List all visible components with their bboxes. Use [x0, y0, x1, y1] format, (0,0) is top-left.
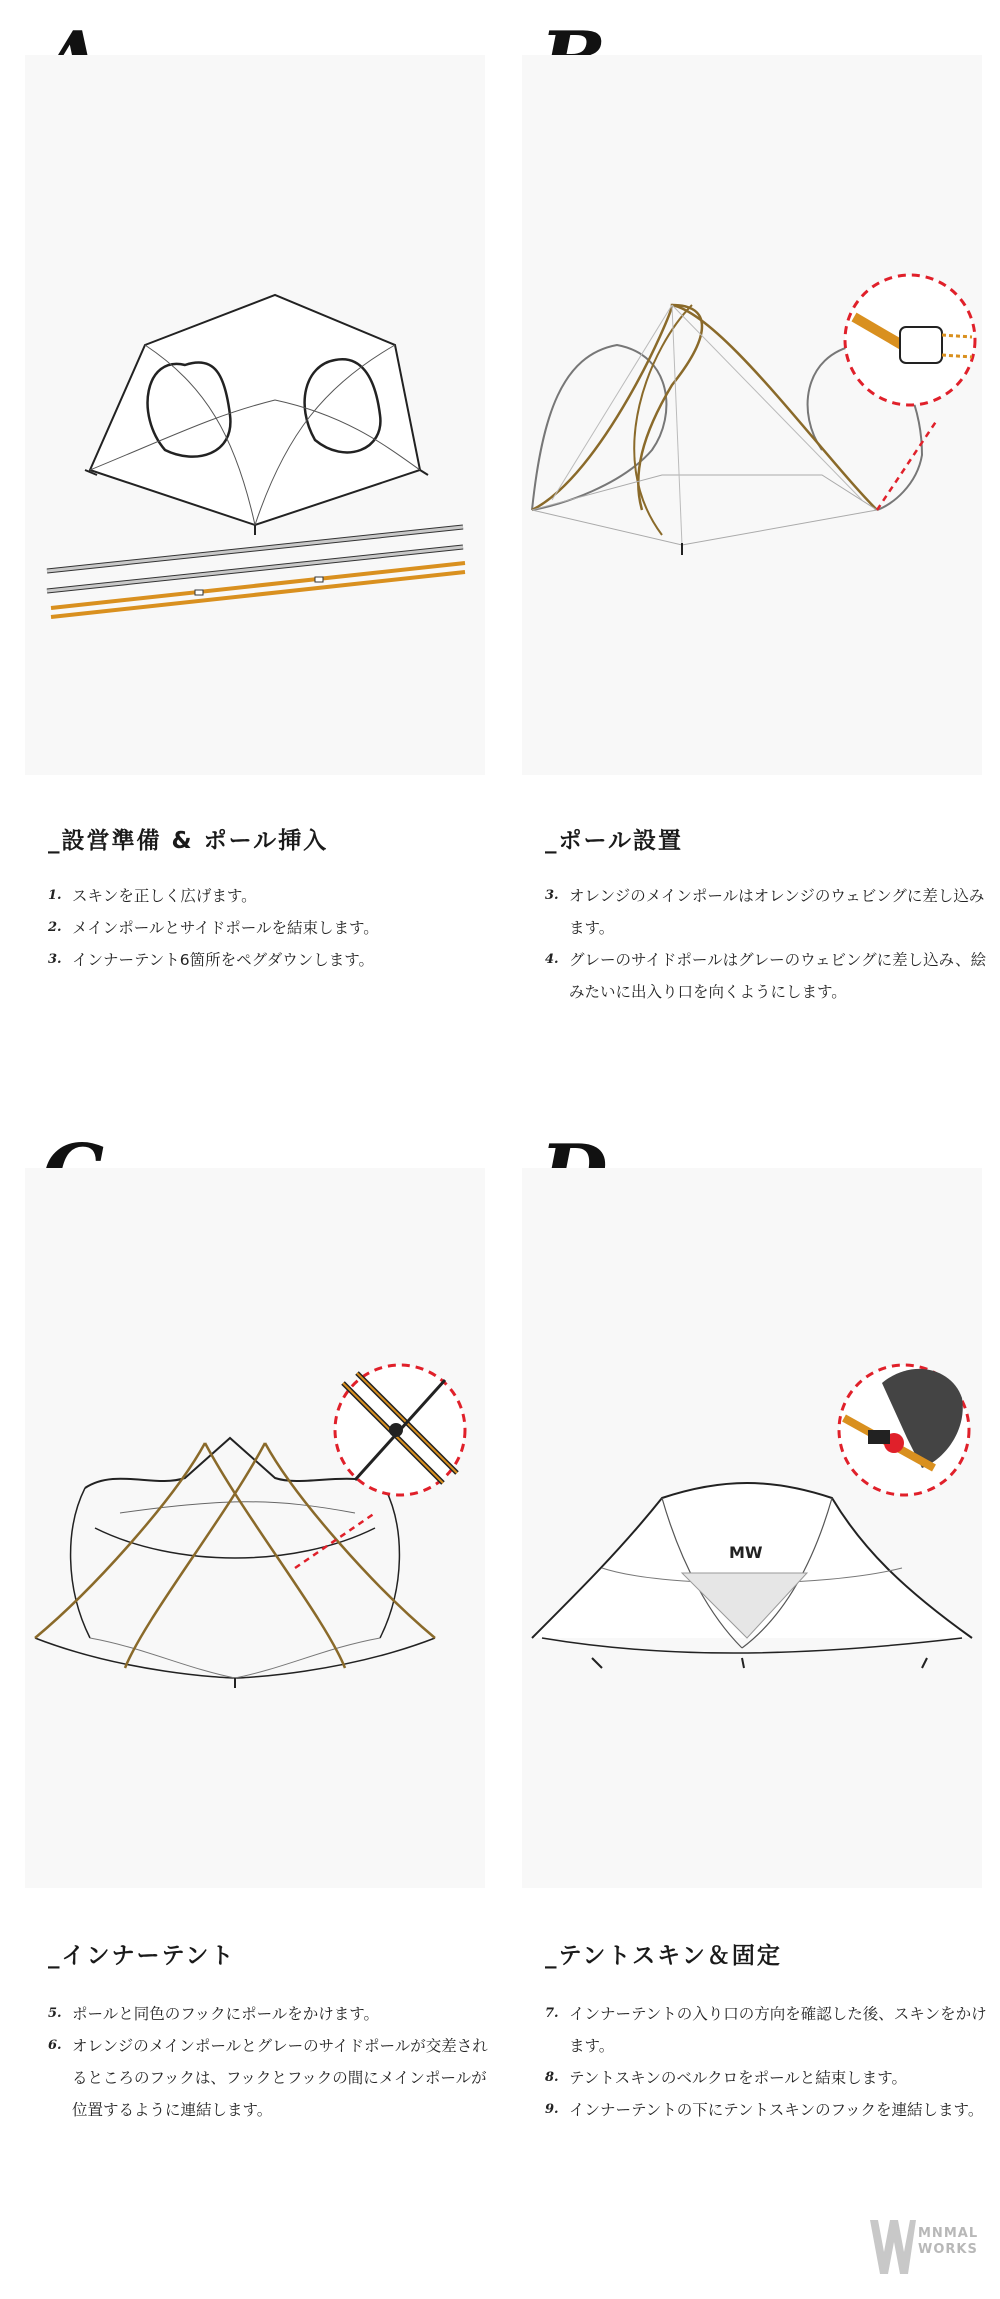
step-item — [48, 2030, 498, 2126]
brand-mark-icon — [868, 2212, 918, 2282]
step-number: 7. — [545, 2006, 559, 2021]
step-text: ポールと同色のフックにポールをかけます。 — [72, 2005, 380, 2023]
section-a-illustration — [25, 55, 485, 775]
brand-logo — [868, 2212, 988, 2282]
svg-text:MW: MW — [729, 1543, 763, 1562]
step-number: 1. — [48, 888, 62, 903]
step-number: 3. — [545, 888, 559, 903]
step-text: メインポールとサイドポールを結束します。 — [72, 919, 379, 937]
step-text: スキンを正しく広げます。 — [72, 887, 257, 905]
step-number: 4. — [545, 952, 559, 967]
step-item — [545, 944, 995, 1008]
section-b-illustration — [522, 55, 982, 775]
step-item — [48, 944, 498, 976]
step-text: インナーテントの下にテントスキンのフックを連結します。 — [569, 2101, 984, 2119]
step-item — [545, 1998, 995, 2062]
step-item — [48, 880, 498, 912]
brand-line-1: MNMAL — [918, 2226, 979, 2241]
step-text: オレンジのメインポールとグレーのサイドポールが交差されるところのフックは、フックとフックの間にメインポールが位置するように連結します。 — [72, 2037, 488, 2119]
section-d-title: _テントスキン＆固定 — [545, 1943, 782, 1969]
step-text: インナーテントの入り口の方向を確認した後、スキンをかけます。 — [569, 2005, 987, 2055]
section-c-illustration — [25, 1168, 485, 1888]
section-a-steps — [48, 880, 498, 976]
step-number: 9. — [545, 2102, 559, 2117]
section-d-steps — [545, 1998, 995, 2126]
section-c-title: _インナーテント — [48, 1943, 236, 1969]
section-d-illustration — [522, 1168, 982, 1888]
step-number: 6. — [48, 2038, 62, 2053]
step-item — [545, 2094, 995, 2126]
step-item — [545, 2062, 995, 2094]
step-text: インナーテント6箇所をペグダウンします。 — [72, 951, 375, 969]
step-number: 5. — [48, 2006, 62, 2021]
step-item — [48, 912, 498, 944]
section-a-title: _設営準備 & ポール挿入 — [48, 828, 329, 854]
section-b-title: _ポール設置 — [545, 828, 684, 854]
step-number: 8. — [545, 2070, 559, 2085]
step-number: 3. — [48, 952, 62, 967]
brand-line-2: WORKS — [918, 2242, 978, 2257]
step-item — [545, 880, 995, 944]
step-number: 2. — [48, 920, 62, 935]
step-text: グレーのサイドポールはグレーのウェビングに差し込み、絵みたいに出入り口を向くようにします。 — [569, 951, 987, 1001]
step-text: オレンジのメインポールはオレンジのウェビングに差し込みます。 — [569, 887, 985, 937]
section-b-steps — [545, 880, 995, 1008]
section-c-steps — [48, 1998, 498, 2126]
step-item — [48, 1998, 498, 2030]
step-text: テントスキンのベルクロをポールと結束します。 — [569, 2069, 908, 2087]
